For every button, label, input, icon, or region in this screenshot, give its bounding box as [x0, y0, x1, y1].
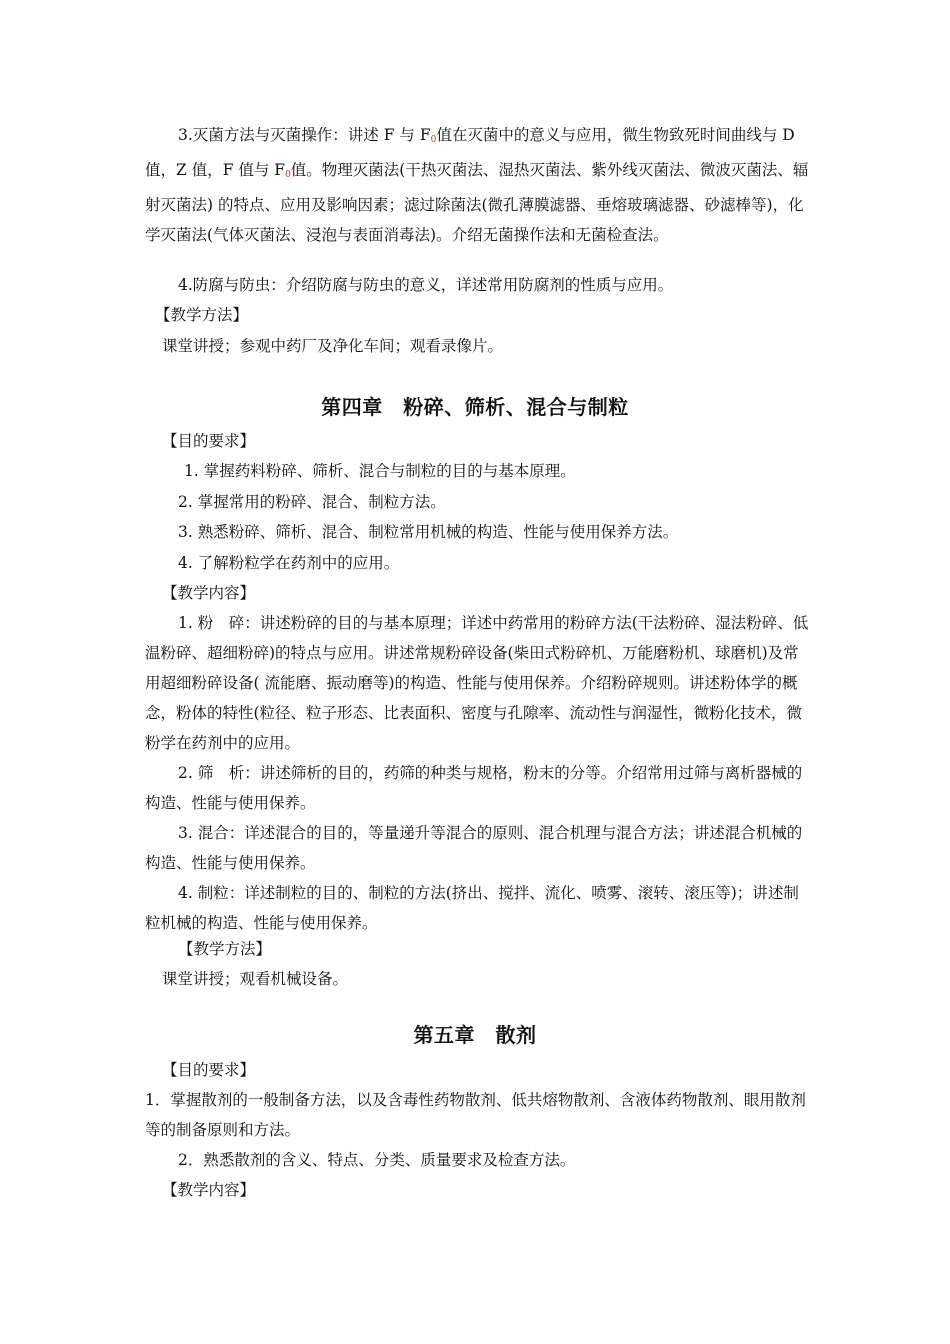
- section-heading-content: 【教学内容】: [162, 584, 256, 602]
- section-heading-requirements: 【目的要求】: [162, 432, 256, 450]
- section-heading-content: 【教学内容】: [162, 1181, 256, 1199]
- teaching-method-text: 课堂讲授；观看机械设备。: [162, 970, 349, 988]
- content-item-mixing: 3. 混合：详述混合的目的，等量递升等混合的原则、混合机理与混合方法；讲述混合机械的构造、性能与使用保养。: [145, 824, 803, 872]
- paragraph-preservation: 4.防腐与防虫：介绍防腐与防虫的意义，详述常用防腐剂的性质与应用。: [178, 276, 674, 294]
- section-heading-teaching-method: 【教学方法】: [178, 940, 272, 958]
- subscript-zero: 0: [285, 170, 291, 180]
- requirement-item: 2. 掌握常用的粉碎、混合、制粒方法。: [178, 493, 446, 511]
- requirement-item: 4. 了解粉粒学在药剂中的应用。: [178, 554, 400, 572]
- teaching-method-text: 课堂讲授；参观中药厂及净化车间；观看录像片。: [162, 337, 504, 355]
- section-heading-requirements: 【目的要求】: [162, 1061, 256, 1079]
- chapter-title: 第五章 散剂: [413, 1023, 537, 1047]
- content-item-granulation: 4. 制粒：详述制粒的目的、制粒的方法(挤出、搅拌、流化、喷雾、滚转、滚压等)；讲述制粒机械的构造、性能与使用保养。: [145, 884, 799, 932]
- requirement-item: 2．熟悉散剂的含义、特点、分类、质量要求及检查方法。: [178, 1151, 576, 1169]
- paragraph-sterilization-methods: 3.灭菌方法与灭菌操作：讲述 F 与 $F_0$值在灭菌中的意义与应用，微生物致死时间曲线与 D 值，Z 值，F 值与 $F_0$值。物理灭菌法(干热灭菌法、湿热灭菌法、紫外线灭菌法、微波灭菌法、辐射灭菌法) 的特点、应用及影响因素；滤过除菌法(微孔薄膜滤器、垂熔玻璃滤器、砂滤棒等)，化学灭菌法(气体灭菌法、浸泡与表面消毒法)。介绍无菌操作法和无菌检查法。: [145, 126, 809, 244]
- content-item-grinding: 1. 粉 碎：讲述粉碎的目的与基本原理；详述中药常用的粉碎方法(干法粉碎、湿法粉碎、低温粉碎、超细粉碎)的特点与应用。讲述常规粉碎设备(柴田式粉碎机、万能磨粉机、球磨机)及常用超细粉碎设备( 流能磨、振动磨等)的构造、性能与使用保养。介绍粉碎规则。讲述粉体学的概念，粉体的特性(粒径、粒子形态、比表面积、密度与孔隙率、流动性与润湿性，微粉化技术，微粉学在药剂中的应用。: [145, 614, 809, 752]
- requirement-item: 1．掌握散剂的一般制备方法，以及含毒性药物散剂、低共熔物散剂、含液体药物散剂、眼用散剂等的制备原则和方法。: [145, 1091, 806, 1139]
- subscript-zero: 0: [430, 135, 437, 145]
- chapter-title: 第四章 粉碎、筛析、混合与制粒: [321, 395, 629, 419]
- section-heading-teaching-method: 【教学方法】: [155, 306, 249, 324]
- requirement-item: 1. 掌握药料粉碎、筛析、混合与制粒的目的与基本原理。: [184, 462, 576, 480]
- requirement-item: 3. 熟悉粉碎、筛析、混合、制粒常用机械的构造、性能与使用保养方法。: [178, 523, 679, 541]
- content-item-sieving: 2. 筛 析：讲述筛析的目的，药筛的种类与规格，粉末的分等。介绍常用过筛与离析器械的构造、性能与使用保养。: [145, 764, 803, 812]
